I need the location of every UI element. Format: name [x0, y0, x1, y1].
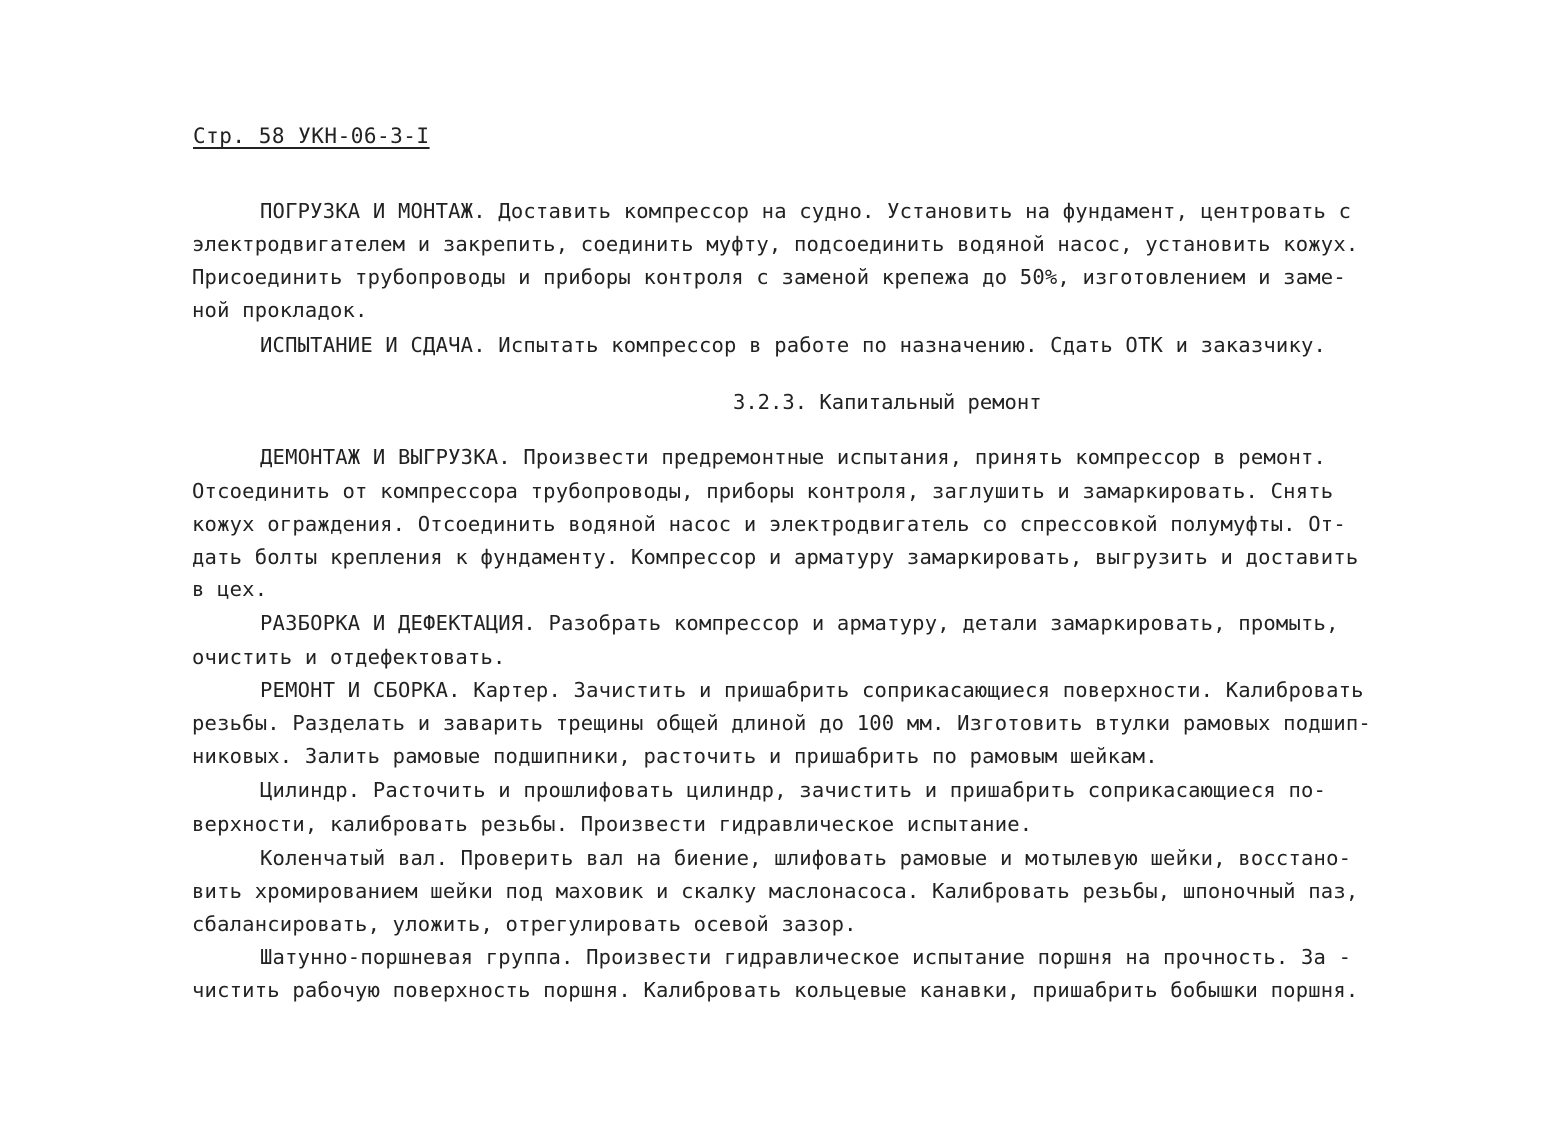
text-line: Присоединить трубопроводы и приборы контроля с заменой крепежа до 50%, изготовлением и заме-: [192, 265, 1346, 289]
text-line: РЕМОНТ И СБОРКА. Картер. Зачистить и пришабрить соприкасающиеся поверхности. Калибровать: [260, 678, 1364, 702]
text-line: РАЗБОРКА И ДЕФЕКТАЦИЯ. Разобрать компрессор и арматуру, детали замаркировать, промыть,: [260, 611, 1339, 635]
text-line: никовых. Залить рамовые подшипники, расточить и пришабрить по рамовым шейкам.: [192, 744, 1158, 768]
page-header: Стр. 58 УКН-06-3-I: [193, 124, 430, 148]
text-line: ной прокладок.: [192, 298, 368, 322]
text-line: сбалансировать, уложить, отрегулировать осевой зазор.: [192, 912, 857, 936]
text-line: Цилиндр. Расточить и прошлифовать цилиндр, зачистить и пришабрить соприкасающиеся по-: [260, 778, 1327, 802]
text-line: Коленчатый вал. Проверить вал на биение, шлифовать рамовые и мотылевую шейки, восстано-: [260, 846, 1352, 870]
text-line: дать болты крепления к фундаменту. Компрессор и арматуру замаркировать, выгрузить и доставить: [192, 545, 1359, 569]
text-line: в цех.: [192, 577, 268, 601]
text-line: очистить и отдефектовать.: [192, 645, 506, 669]
text-line: кожух ограждения. Отсоединить водяной насос и электродвигатель со спрессовкой полумуфты. От-: [192, 512, 1346, 536]
text-line: Шатунно-поршневая группа. Произвести гидравлическое испытание поршня на прочность. За -: [260, 945, 1352, 969]
text-line: ДЕМОНТАЖ И ВЫГРУЗКА. Произвести предремонтные испытания, принять компрессор в ремонт.: [260, 445, 1327, 469]
text-line: Отсоединить от компрессора трубопроводы, приборы контроля, заглушить и замаркировать. Снять: [192, 479, 1334, 503]
text-line: вить хромированием шейки под маховик и скалку маслонасоса. Калибровать резьбы, шпоночный паз,: [192, 879, 1359, 903]
text-line: ПОГРУЗКА И МОНТАЖ. Доставить компрессор на судно. Установить на фундамент, центровать с: [260, 199, 1352, 223]
text-line: верхности, калибровать резьбы. Произвести гидравлическое испытание.: [192, 812, 1033, 836]
text-line: электродвигателем и закрепить, соединить муфту, подсоединить водяной насос, установить кожух.: [192, 232, 1359, 256]
section-heading: 3.2.3. Капитальный ремонт: [733, 390, 1042, 414]
text-line: чистить рабочую поверхность поршня. Калибровать кольцевые канавки, пришабрить бобышки поршня.: [192, 978, 1359, 1002]
text-line: резьбы. Разделать и заварить трещины общей длиной до 100 мм. Изготовить втулки рамовых подшип-: [192, 711, 1371, 735]
text-line: ИСПЫТАНИЕ И СДАЧА. Испытать компрессор в работе по назначению. Сдать ОТК и заказчику.: [260, 333, 1327, 357]
